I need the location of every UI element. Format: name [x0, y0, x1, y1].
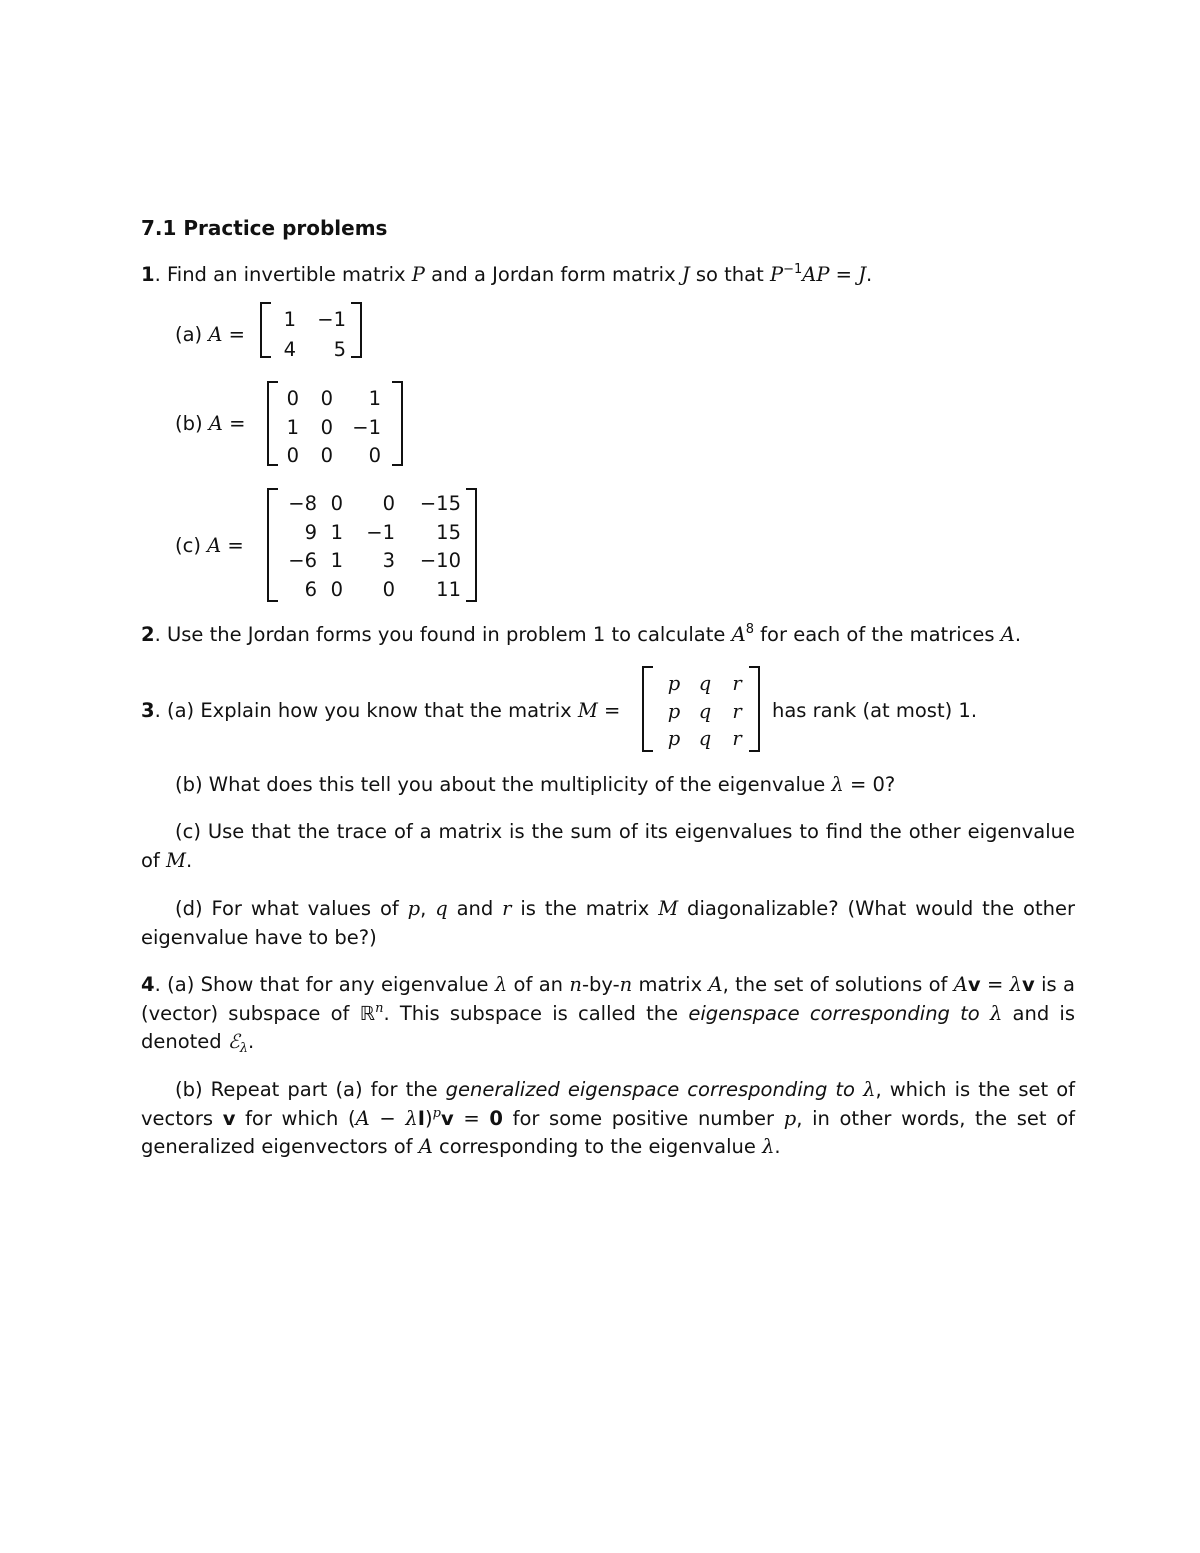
math-var: ℰ — [227, 1030, 240, 1053]
math-var: P — [411, 263, 425, 286]
text: (b) What does this tell you about the multiplicity of the eigenvalue — [175, 773, 832, 796]
math-vector: v — [222, 1106, 236, 1130]
text: . This subspace is called the — [383, 1001, 689, 1025]
math-var: AP — [802, 263, 830, 286]
left-bracket — [260, 302, 271, 358]
text: (c) Use that the trace of a matrix is the sum of its eigenvalues to find the other eigenvalue of — [141, 820, 1075, 872]
problem-3b — [175, 775, 895, 795]
math-var: A — [708, 973, 723, 996]
matrix-entry: 0 — [382, 492, 395, 515]
problem-number: 3 — [141, 699, 155, 722]
math-sup: −1 — [783, 262, 803, 277]
problem-4a — [141, 971, 1075, 1057]
math-paren: ) — [425, 1106, 433, 1130]
math-var: n — [619, 973, 633, 996]
problem-number: 2 — [141, 623, 155, 646]
matrix-1b — [267, 381, 403, 466]
matrix-entry: 0 — [320, 444, 333, 467]
math-sup: p — [432, 1105, 441, 1121]
math-var: p — [783, 1106, 797, 1130]
matrix-entry: r — [732, 727, 742, 750]
matrix-entry: 0 — [330, 577, 343, 601]
math-var: A — [208, 323, 223, 346]
math-var: A — [418, 1135, 433, 1158]
math-var: M — [577, 699, 598, 722]
matrix-entry: 0 — [382, 577, 395, 601]
math-var: A — [208, 412, 223, 435]
matrix-1c — [267, 488, 477, 602]
left-bracket — [267, 381, 278, 466]
matrix-entry: 0 — [330, 492, 343, 515]
math-op: = — [453, 1106, 490, 1130]
problem-3a-statement — [141, 701, 620, 721]
text: and a Jordan form matrix — [424, 263, 682, 286]
matrix-entry: −6 — [288, 549, 317, 572]
text: so that — [689, 263, 770, 286]
math-var: M — [166, 848, 186, 872]
problem-1b-label — [175, 414, 245, 434]
math-sub: λ — [239, 1041, 248, 1056]
matrix-entry: −15 — [419, 492, 461, 515]
math-var: p — [407, 897, 421, 920]
right-bracket — [392, 381, 403, 466]
problem-4b — [141, 1076, 1075, 1162]
matrix-entry: 4 — [283, 337, 296, 361]
text: , in other words, the set of generalized eigenvectors of — [141, 1106, 1075, 1158]
text: is a (vector) subspace of — [141, 973, 1075, 1025]
math-var: A — [953, 973, 968, 996]
math-var: λ — [494, 973, 508, 996]
matrix-entry: 0 — [320, 415, 333, 439]
math-var: λ — [405, 1106, 418, 1130]
matrix-entry: 15 — [436, 520, 461, 544]
matrix-cells — [285, 389, 381, 466]
matrix-entry: p — [667, 727, 681, 750]
matrix-entry: q — [698, 727, 712, 750]
text: . (a) Explain how you know that the matrix — [154, 699, 578, 722]
matrix-entry: 0 — [368, 444, 381, 467]
matrix-entry: −10 — [419, 549, 461, 572]
matrix-entry: −1 — [352, 415, 381, 439]
matrix-entry: 5 — [333, 337, 346, 361]
math-var: n — [569, 973, 582, 996]
math-op: = — [221, 534, 244, 557]
part-label: (a) — [175, 323, 209, 346]
math-paren: ( — [348, 1106, 356, 1130]
math-var: P — [769, 263, 784, 286]
math-vector: v — [967, 973, 981, 996]
math-zero-vector: 0 — [489, 1106, 503, 1130]
text: . — [1014, 623, 1022, 646]
text: and — [447, 897, 503, 920]
text: for each of the matrices — [753, 623, 1001, 646]
text: -by- — [581, 973, 620, 996]
math-var: λ — [831, 773, 844, 796]
matrix-entry: 9 — [304, 520, 317, 544]
math-op: = — [829, 263, 859, 286]
text: is the matrix — [511, 897, 659, 920]
matrix-cells — [285, 494, 461, 599]
matrix-entry: 11 — [436, 577, 461, 601]
matrix-entry: p — [667, 672, 681, 695]
matrix-1a — [260, 302, 362, 361]
problem-2-statement — [141, 622, 1022, 646]
problem-1c-label — [175, 536, 244, 556]
text: , the set of solutions of — [722, 973, 954, 996]
math-sup: n — [375, 1000, 384, 1016]
math-set: ℝ — [359, 1001, 376, 1025]
matrix-cells — [278, 310, 346, 359]
matrix-entry: 0 — [286, 444, 299, 467]
text: . — [866, 263, 873, 286]
math-vector: v — [440, 1106, 454, 1130]
math-var: A — [207, 534, 222, 557]
problem-3a-tail: has rank (at most) 1. — [772, 699, 978, 722]
math-var: A — [355, 1106, 370, 1130]
text: . — [185, 848, 193, 872]
math-var: J — [858, 263, 867, 286]
problem-3d — [141, 895, 1075, 952]
text: of an — [507, 973, 570, 996]
right-bracket — [466, 488, 477, 602]
problem-1a-label — [175, 325, 245, 345]
text: for some positive number — [502, 1106, 784, 1130]
matrix-entry: 1 — [283, 308, 296, 331]
problem-number: 1 — [141, 263, 155, 286]
problem-1-statement — [141, 262, 873, 286]
matrix-m — [642, 666, 760, 752]
text: (b) Repeat part (a) for the — [175, 1078, 446, 1101]
part-label: (b) — [175, 412, 209, 435]
matrix-entry: −1 — [366, 520, 395, 544]
left-bracket — [267, 488, 278, 602]
left-bracket — [642, 666, 653, 752]
text: , which is the set of vectors — [141, 1078, 1075, 1130]
matrix-entry: q — [698, 699, 712, 723]
matrix-entry: r — [732, 672, 742, 695]
matrix-entry: 1 — [286, 415, 299, 439]
text: = 0? — [843, 773, 896, 796]
text: (d) For what values of — [175, 897, 408, 920]
matrix-entry: 6 — [304, 577, 317, 601]
math-var: λ — [989, 1001, 1003, 1025]
matrix-entry: 1 — [368, 387, 381, 410]
matrix-entry: −1 — [317, 308, 346, 331]
matrix-entry: p — [667, 699, 681, 723]
matrix-entry: 1 — [330, 520, 343, 544]
text: . Find an invertible matrix — [154, 263, 412, 286]
matrix-entry: 1 — [330, 549, 343, 572]
problem-3c — [141, 818, 1075, 875]
math-op: = — [597, 699, 621, 722]
text: . — [774, 1135, 781, 1158]
problem-number: 4 — [141, 973, 155, 996]
math-var: λ — [762, 1135, 775, 1158]
matrix-entry: 0 — [320, 387, 333, 410]
math-var: M — [658, 897, 679, 920]
math-var: A — [731, 623, 746, 646]
text: , — [420, 897, 436, 920]
section-title: 7.1 Practice problems — [141, 216, 388, 240]
matrix-entry: q — [698, 672, 712, 695]
matrix-entry: r — [732, 699, 742, 723]
math-identity: I — [417, 1106, 426, 1130]
math-var: A — [1000, 623, 1015, 646]
right-bracket — [351, 302, 362, 358]
math-var: r — [502, 897, 512, 920]
matrix-entry: −8 — [288, 492, 317, 515]
math-op: = — [222, 323, 246, 346]
text: . — [247, 1030, 255, 1053]
text: diagonalizable? (What would the other eigenvalue have to be?) — [141, 897, 1075, 949]
matrix-cells — [660, 674, 752, 749]
italic-text: generalized eigenspace corresponding to — [445, 1078, 864, 1101]
matrix-entry: 3 — [382, 549, 395, 572]
math-op: = — [222, 412, 246, 435]
text: . Use the Jordan forms you found in problem 1 to calculate — [154, 623, 732, 646]
text: corresponding to the eigenvalue — [432, 1135, 763, 1158]
math-var: J — [681, 263, 690, 286]
matrix-entry: 0 — [286, 387, 299, 410]
math-op: = — [980, 973, 1010, 996]
math-vector: v — [1022, 973, 1035, 996]
text: matrix — [632, 973, 709, 996]
part-label: (c) — [175, 534, 208, 557]
math-var: q — [435, 897, 448, 920]
math-var: λ — [1009, 973, 1023, 996]
italic-text: eigenspace corresponding to — [688, 1001, 990, 1025]
text: . (a) Show that for any eigenvalue — [154, 973, 495, 996]
text: for which — [235, 1106, 349, 1130]
text: and is denoted — [141, 1001, 1075, 1053]
math-op: − — [369, 1106, 406, 1130]
math-var: λ — [863, 1078, 876, 1101]
math-sup: 8 — [745, 622, 754, 637]
